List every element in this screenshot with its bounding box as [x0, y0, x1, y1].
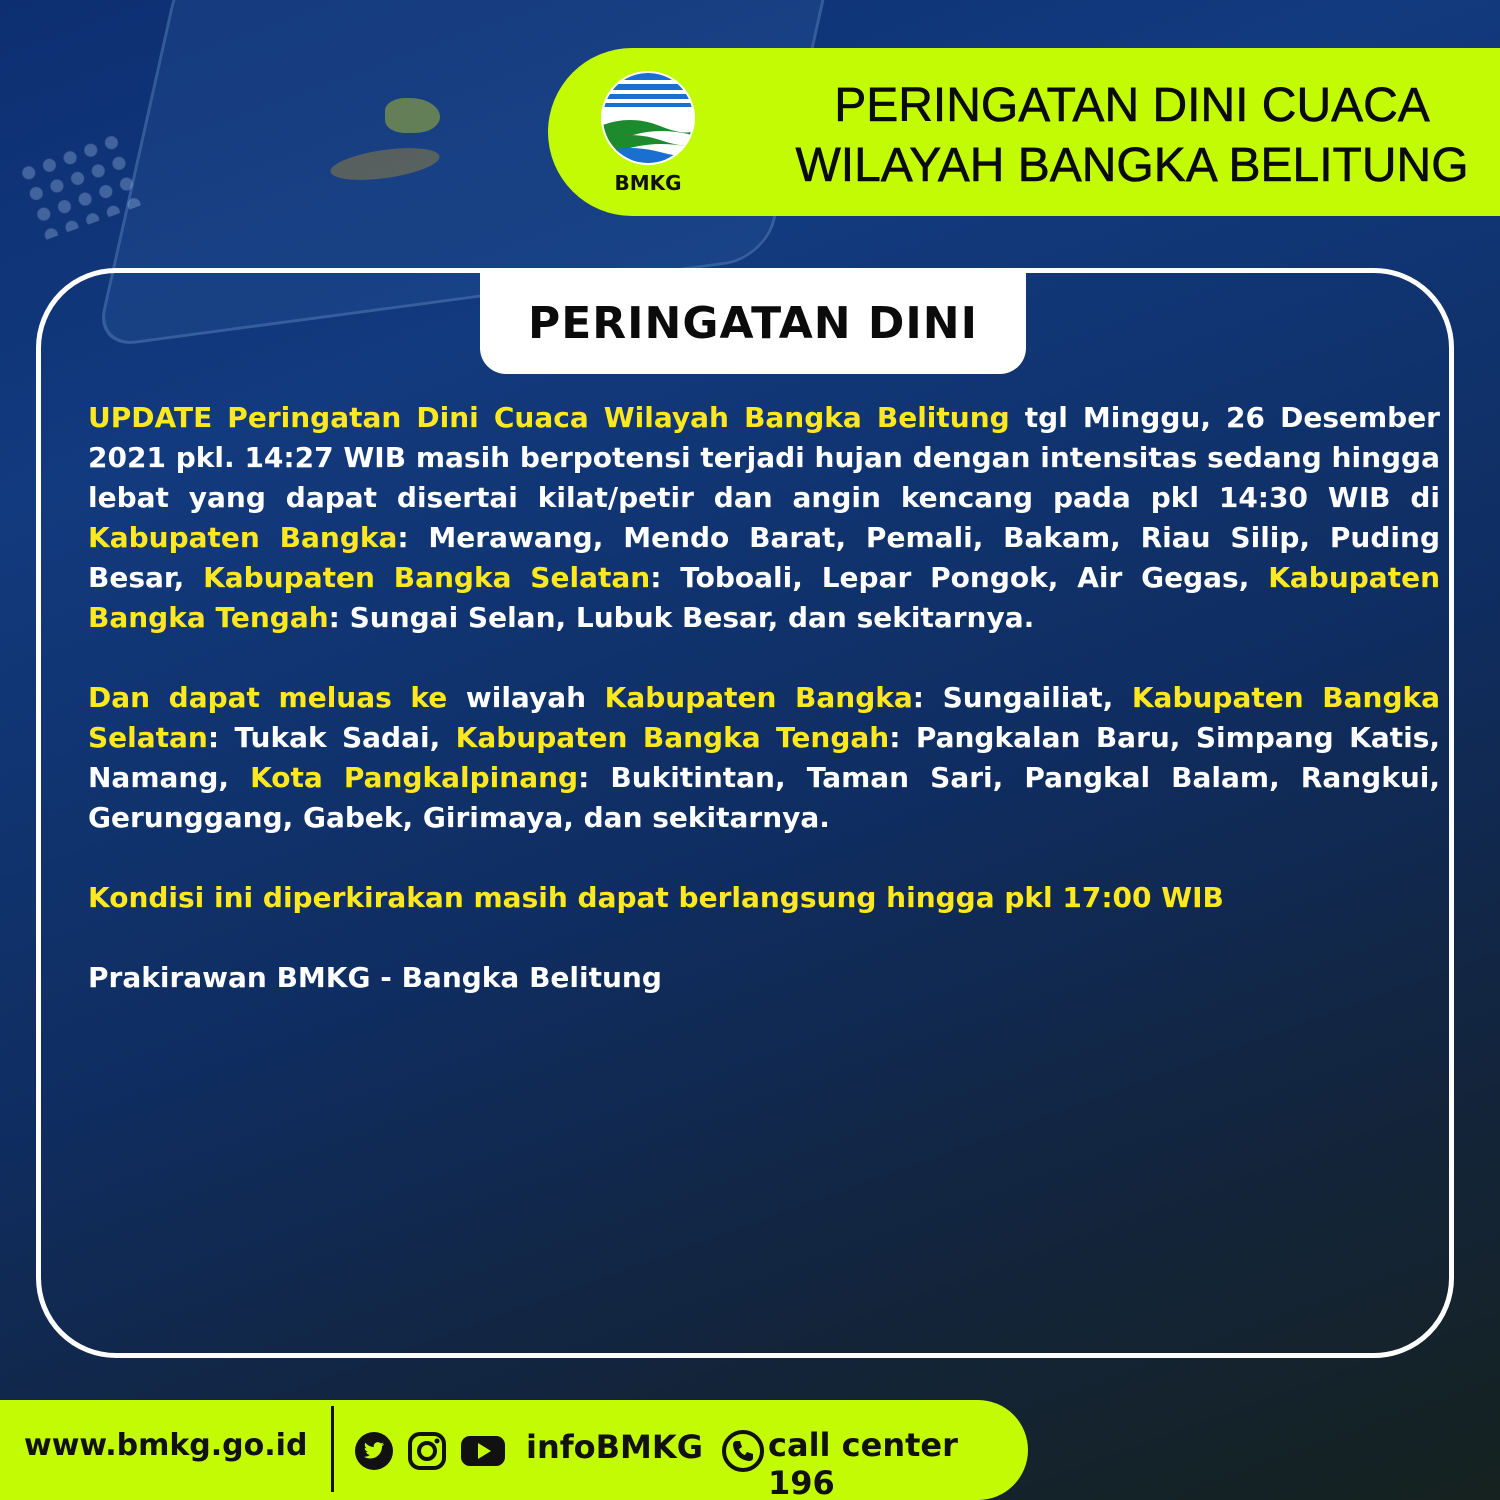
bmkg-logo-icon: [600, 70, 696, 194]
highlighted-text: Dan dapat meluas ke: [88, 681, 448, 714]
panel-title: PERINGATAN DINI: [527, 297, 978, 349]
body-text: : Tukak Sadai,: [207, 721, 456, 754]
body-text: : Sungailiat,: [912, 681, 1132, 714]
website-link[interactable]: www.bmkg.go.id: [24, 1428, 308, 1463]
header-title: [788, 76, 1476, 196]
body-text: : Pangkalan Baru, Simpang Katis, Namang,: [88, 721, 1441, 794]
background-map-island: [385, 98, 440, 133]
body-text: : Sungai Selan, Lubuk Besar, dan sekitarnya.: [328, 601, 1035, 634]
warning-paragraph-duration: Kondisi ini diperkirakan masih dapat berlangsung hingga pkl 17:00 WIB: [88, 881, 1224, 914]
highlighted-text: UPDATE Peringatan Dini Cuaca Wilayah Bangka Belitung: [88, 401, 1010, 434]
body-text: : Toboali, Lepar Pongok, Air Gegas,: [650, 561, 1269, 594]
footer-divider: [331, 1406, 334, 1492]
body-text: : Bukitintan, Taman Sari, Pangkal Balam, Rangkui, Gerunggang, Gabek, Girimaya, dan sekitarnya.: [88, 761, 1441, 834]
highlighted-text: Kabupaten Bangka: [88, 521, 398, 554]
warning-paragraph-main: [88, 398, 1440, 638]
body-text: tgl Minggu, 26 Desember 2021 pkl. 14:27 WIB masih berpotensi terjadi hujan dengan intensitas sedang hingga lebat yang dapat disertai kilat/petir dan angin kencang pada pkl 14:30 WIB di: [88, 401, 1440, 514]
highlighted-text: Kota Pangkalpinang: [250, 761, 579, 794]
highlighted-text: Kabupaten Bangka Selatan: [203, 561, 651, 594]
forecaster-signature: Prakirawan BMKG - Bangka Belitung: [88, 961, 662, 994]
twitter-icon[interactable]: [354, 1431, 394, 1471]
youtube-icon[interactable]: [460, 1431, 506, 1471]
highlighted-text: Kabupaten Bangka: [604, 681, 913, 714]
warning-paragraph-extension: [88, 678, 1440, 838]
call-center[interactable]: call center 196: [768, 1426, 958, 1500]
phone-icon: [722, 1430, 764, 1472]
instagram-icon[interactable]: [407, 1431, 447, 1471]
highlighted-text: Kabupaten Bangka Tengah: [455, 721, 890, 754]
header-title-line2: WILAYAH BANGKA BELITUNG: [795, 139, 1469, 192]
header-banner: [548, 48, 1500, 216]
footer-bar: [0, 1400, 1028, 1500]
body-text: wilayah: [447, 681, 605, 714]
header-title-line1: PERINGATAN DINI CUACA: [834, 79, 1430, 132]
warning-text: [88, 398, 1440, 998]
svg-text:BMKG: BMKG: [614, 171, 682, 194]
body-text: : Merawang, Mendo Barat, Pemali, Bakam, Riau Silip, Puding Besar,: [88, 521, 1440, 594]
highlighted-text: Kabupaten Bangka Selatan: [88, 681, 1441, 754]
panel-tab: [480, 272, 1026, 374]
highlighted-text: Kabupaten Bangka Tengah: [88, 561, 1441, 634]
social-handle[interactable]: infoBMKG: [526, 1428, 703, 1466]
